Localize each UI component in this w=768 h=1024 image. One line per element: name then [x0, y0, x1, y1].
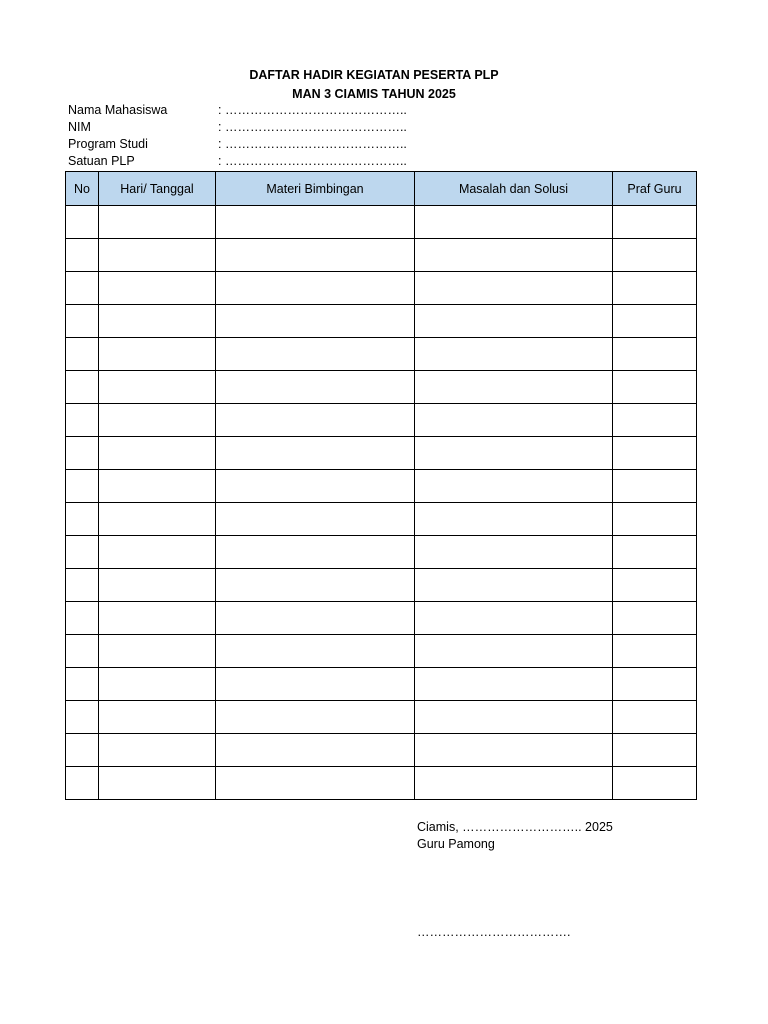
- table-row: [66, 470, 697, 503]
- info-value: : ……………………………………..: [218, 154, 407, 168]
- cell-hari-tanggal: [99, 503, 216, 536]
- cell-materi-bimbingan: [216, 602, 415, 635]
- cell-masalah-solusi: [415, 338, 613, 371]
- table-header-row: [66, 172, 697, 206]
- cell-materi-bimbingan: [216, 503, 415, 536]
- cell-materi-bimbingan: [216, 767, 415, 800]
- info-label: Nama Mahasiswa: [68, 103, 168, 117]
- cell-hari-tanggal: [99, 404, 216, 437]
- cell-no: [66, 503, 99, 536]
- cell-no: [66, 668, 99, 701]
- info-label: Program Studi: [68, 137, 148, 151]
- signature-role: Guru Pamong: [417, 837, 495, 851]
- column-header-materi-bimbingan: Materi Bimbingan: [216, 172, 415, 206]
- cell-hari-tanggal: [99, 272, 216, 305]
- cell-praf-guru: [613, 338, 697, 371]
- table-row: [66, 536, 697, 569]
- cell-masalah-solusi: [415, 668, 613, 701]
- cell-masalah-solusi: [415, 239, 613, 272]
- document-title: DAFTAR HADIR KEGIATAN PESERTA PLP: [249, 68, 499, 82]
- cell-hari-tanggal: [99, 371, 216, 404]
- cell-praf-guru: [613, 437, 697, 470]
- info-row-nama: [68, 102, 407, 119]
- cell-praf-guru: [613, 701, 697, 734]
- cell-no: [66, 470, 99, 503]
- cell-materi-bimbingan: [216, 569, 415, 602]
- cell-praf-guru: [613, 470, 697, 503]
- table-row: [66, 338, 697, 371]
- cell-materi-bimbingan: [216, 239, 415, 272]
- cell-praf-guru: [613, 305, 697, 338]
- cell-hari-tanggal: [99, 338, 216, 371]
- cell-masalah-solusi: [415, 404, 613, 437]
- column-header-no: No: [66, 172, 99, 206]
- cell-no: [66, 635, 99, 668]
- info-value: : ……………………………………..: [218, 120, 407, 134]
- cell-praf-guru: [613, 503, 697, 536]
- table-row: [66, 305, 697, 338]
- cell-praf-guru: [613, 272, 697, 305]
- cell-hari-tanggal: [99, 305, 216, 338]
- attendance-table: [65, 171, 697, 800]
- cell-no: [66, 437, 99, 470]
- cell-masalah-solusi: [415, 272, 613, 305]
- cell-masalah-solusi: [415, 536, 613, 569]
- cell-materi-bimbingan: [216, 701, 415, 734]
- cell-hari-tanggal: [99, 734, 216, 767]
- cell-materi-bimbingan: [216, 635, 415, 668]
- table-row: [66, 569, 697, 602]
- cell-no: [66, 239, 99, 272]
- cell-praf-guru: [613, 668, 697, 701]
- student-info: [68, 102, 407, 170]
- table-row: [66, 404, 697, 437]
- cell-praf-guru: [613, 602, 697, 635]
- cell-no: [66, 767, 99, 800]
- cell-masalah-solusi: [415, 569, 613, 602]
- table-row: [66, 371, 697, 404]
- cell-no: [66, 701, 99, 734]
- info-label: Satuan PLP: [68, 154, 135, 168]
- info-row-program-studi: [68, 136, 407, 153]
- column-header-praf-guru: Praf Guru: [613, 172, 697, 206]
- cell-praf-guru: [613, 371, 697, 404]
- cell-masalah-solusi: [415, 602, 613, 635]
- cell-praf-guru: [613, 206, 697, 239]
- table-row: [66, 437, 697, 470]
- info-row-satuan-plp: [68, 153, 407, 170]
- cell-materi-bimbingan: [216, 536, 415, 569]
- cell-masalah-solusi: [415, 503, 613, 536]
- cell-no: [66, 569, 99, 602]
- cell-no: [66, 305, 99, 338]
- signature-name-line: ……………………………….: [417, 925, 571, 939]
- info-value: : ……………………………………..: [218, 103, 407, 117]
- table-row: [66, 668, 697, 701]
- cell-hari-tanggal: [99, 536, 216, 569]
- info-label: NIM: [68, 120, 91, 134]
- table-row: [66, 734, 697, 767]
- table-row: [66, 272, 697, 305]
- cell-hari-tanggal: [99, 206, 216, 239]
- cell-praf-guru: [613, 569, 697, 602]
- cell-praf-guru: [613, 239, 697, 272]
- column-header-hari-tanggal: Hari/ Tanggal: [99, 172, 216, 206]
- cell-masalah-solusi: [415, 701, 613, 734]
- cell-masalah-solusi: [415, 470, 613, 503]
- cell-no: [66, 734, 99, 767]
- cell-hari-tanggal: [99, 569, 216, 602]
- cell-praf-guru: [613, 404, 697, 437]
- cell-no: [66, 371, 99, 404]
- cell-hari-tanggal: [99, 701, 216, 734]
- cell-masalah-solusi: [415, 734, 613, 767]
- cell-masalah-solusi: [415, 635, 613, 668]
- table-row: [66, 206, 697, 239]
- cell-materi-bimbingan: [216, 734, 415, 767]
- cell-materi-bimbingan: [216, 338, 415, 371]
- cell-no: [66, 536, 99, 569]
- cell-materi-bimbingan: [216, 305, 415, 338]
- table-body: [66, 206, 697, 800]
- cell-hari-tanggal: [99, 239, 216, 272]
- cell-hari-tanggal: [99, 437, 216, 470]
- cell-hari-tanggal: [99, 635, 216, 668]
- info-row-nim: [68, 119, 407, 136]
- cell-masalah-solusi: [415, 206, 613, 239]
- cell-masalah-solusi: [415, 371, 613, 404]
- cell-praf-guru: [613, 536, 697, 569]
- cell-no: [66, 272, 99, 305]
- cell-hari-tanggal: [99, 470, 216, 503]
- cell-masalah-solusi: [415, 305, 613, 338]
- cell-hari-tanggal: [99, 767, 216, 800]
- cell-no: [66, 602, 99, 635]
- document-subtitle: MAN 3 CIAMIS TAHUN 2025: [292, 87, 456, 101]
- cell-materi-bimbingan: [216, 470, 415, 503]
- cell-praf-guru: [613, 767, 697, 800]
- table-row: [66, 602, 697, 635]
- table-row: [66, 701, 697, 734]
- table-row: [66, 503, 697, 536]
- cell-materi-bimbingan: [216, 437, 415, 470]
- signature-place-date: Ciamis, ……………………….. 2025: [417, 820, 613, 834]
- cell-materi-bimbingan: [216, 404, 415, 437]
- info-value: : ……………………………………..: [218, 137, 407, 151]
- cell-materi-bimbingan: [216, 206, 415, 239]
- cell-masalah-solusi: [415, 767, 613, 800]
- cell-materi-bimbingan: [216, 272, 415, 305]
- cell-no: [66, 206, 99, 239]
- cell-no: [66, 338, 99, 371]
- cell-praf-guru: [613, 635, 697, 668]
- cell-materi-bimbingan: [216, 371, 415, 404]
- column-header-masalah-solusi: Masalah dan Solusi: [415, 172, 613, 206]
- table-row: [66, 767, 697, 800]
- table-row: [66, 635, 697, 668]
- cell-praf-guru: [613, 734, 697, 767]
- cell-hari-tanggal: [99, 602, 216, 635]
- cell-hari-tanggal: [99, 668, 216, 701]
- cell-no: [66, 404, 99, 437]
- cell-materi-bimbingan: [216, 668, 415, 701]
- table-row: [66, 239, 697, 272]
- cell-masalah-solusi: [415, 437, 613, 470]
